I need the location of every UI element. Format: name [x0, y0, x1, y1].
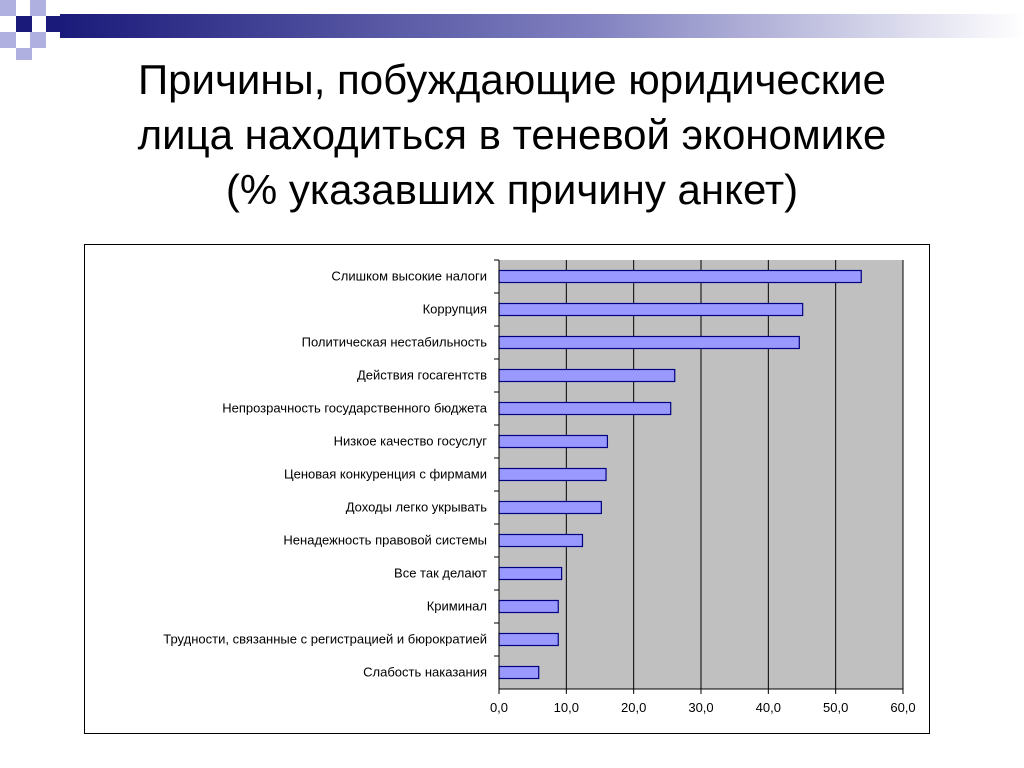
category-label: Слишком высокие налоги	[331, 268, 487, 284]
category-label: Доходы легко укрывать	[345, 499, 487, 515]
bar	[499, 568, 562, 580]
category-label: Коррупция	[422, 301, 487, 317]
category-label: Ценовая конкуренция с фирмами	[284, 466, 487, 482]
bar-chart	[85, 245, 931, 735]
category-label: Непрозрачность государственного бюджета	[222, 400, 487, 416]
x-tick-label: 20,0	[621, 700, 647, 715]
x-tick-label: 60,0	[890, 700, 916, 715]
x-tick-label: 0,0	[489, 700, 509, 715]
bar	[499, 337, 799, 349]
x-tick-label: 10,0	[553, 700, 579, 715]
category-label: Трудности, связанные с регистрацией и бюрократией	[163, 631, 487, 647]
bar	[499, 502, 601, 514]
bar	[499, 535, 582, 547]
bar	[499, 304, 803, 316]
bar	[499, 370, 675, 382]
header-decoration	[0, 0, 1024, 60]
category-label: Политическая нестабильность	[301, 334, 487, 350]
category-label: Криминал	[426, 598, 487, 614]
category-label: Все так делают	[394, 565, 487, 581]
chart-frame	[84, 244, 930, 734]
title-line-2: лица находиться в теневой экономике	[137, 111, 887, 158]
x-tick-label: 50,0	[823, 700, 849, 715]
bar	[499, 667, 539, 679]
category-label: Действия госагентств	[356, 367, 487, 383]
x-tick-label: 30,0	[688, 700, 714, 715]
bar	[499, 634, 558, 646]
title-line-3: (% указавших причину анкет)	[225, 166, 799, 213]
x-tick-label: 40,0	[755, 700, 781, 715]
bar	[499, 469, 606, 481]
bar	[499, 601, 558, 613]
category-label: Ненадежность правовой системы	[283, 532, 487, 548]
bar	[499, 403, 671, 415]
category-label: Низкое качество госуслуг	[333, 433, 487, 449]
title-line-1: Причины, побуждающие юридические	[137, 56, 886, 103]
category-label: Слабость наказания	[363, 664, 487, 680]
page-title	[40, 52, 984, 217]
bar	[499, 271, 861, 283]
bar	[499, 436, 607, 448]
